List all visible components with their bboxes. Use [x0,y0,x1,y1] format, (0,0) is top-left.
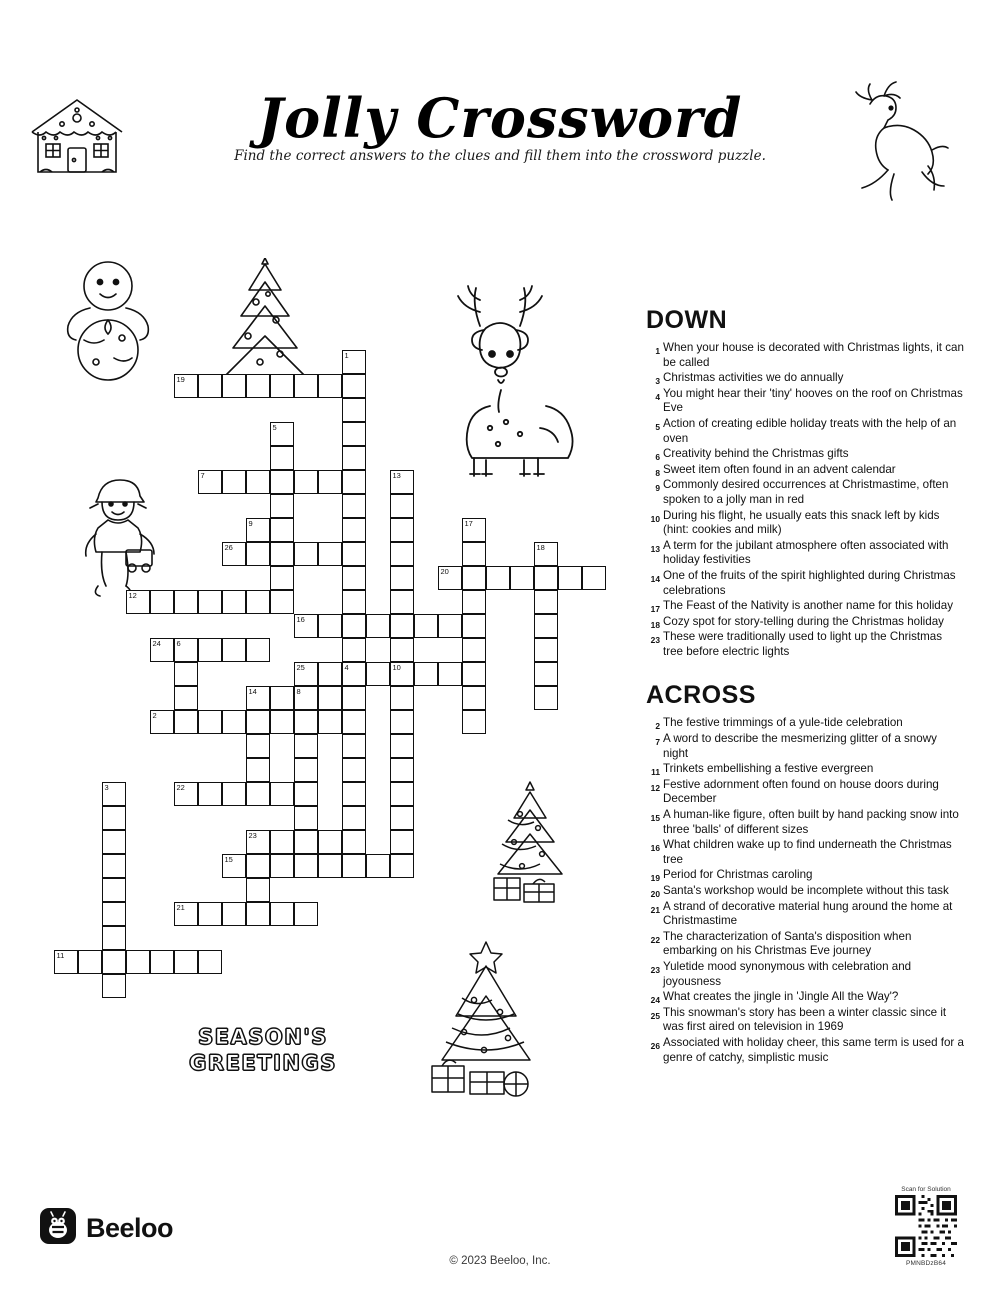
clue-text: This snowman's story has been a winter classic since it was first aired on television in 1969 [663,1005,947,1034]
clue-item-down-8 [646,463,964,478]
crossword-cell[interactable] [390,638,414,662]
crossword-cell[interactable] [342,614,366,638]
clue-text: Creativity behind the Christmas gifts [663,447,849,461]
qr-id: PMNBDzB64 [905,1260,947,1267]
page-subtitle: Find the correct answers to the clues and fill them into the crossword puzzle. [234,148,766,164]
crossword-cell[interactable] [270,374,294,398]
crossword-cell[interactable] [390,518,414,542]
crossword-cell[interactable] [342,854,366,878]
crossword-cell[interactable] [318,614,342,638]
clue-number: 21 [650,904,660,915]
clue-number: 23 [650,635,660,646]
brand-name: Beeloo [86,1213,174,1243]
clue-number: 17 [650,604,660,615]
crossword-cell[interactable] [294,614,318,638]
cell-number: 11 [56,951,65,960]
cell-number: 24 [152,639,161,648]
crossword-cell[interactable] [246,902,270,926]
crossword-cell[interactable] [222,374,246,398]
crossword-cell[interactable] [318,854,342,878]
clue-panel [646,306,964,1066]
crossword-cell[interactable] [462,662,486,686]
crossword-cell[interactable] [150,710,174,734]
clue-number: 8 [655,467,660,478]
cell-number: 7 [200,471,205,480]
crossword-cell[interactable] [102,878,126,902]
footer-logo [40,1208,173,1249]
crossword-cell[interactable] [390,662,414,686]
cell-number: 1 [344,351,349,360]
crossword-cell[interactable] [126,590,150,614]
clue-item-down-5 [646,417,964,446]
clue-text: Action of creating edible holiday treats with the help of an oven [663,416,957,445]
crossword-cell[interactable] [102,902,126,926]
crossword-cell[interactable] [222,710,246,734]
crossword-cell[interactable] [198,950,222,974]
crossword-cell[interactable] [462,542,486,566]
clue-item-down-9 [646,478,964,507]
down-heading: DOWN [646,306,728,334]
crossword-cell[interactable] [438,614,462,638]
crossword-cell[interactable] [462,614,486,638]
crossword-cell[interactable] [246,686,270,710]
crossword-cell[interactable] [390,830,414,854]
crossword-cell[interactable] [150,590,174,614]
crossword-cell[interactable] [294,854,318,878]
clue-number: 15 [650,813,660,824]
crossword-cell[interactable] [78,950,102,974]
cell-number: 18 [536,543,545,552]
crossword-cell[interactable] [102,854,126,878]
clue-item-across-16 [646,838,964,867]
cell-number: 15 [224,855,233,864]
crossword-cell[interactable] [342,758,366,782]
qr-label: Scan for Solution [901,1186,951,1193]
crossword-cell[interactable] [270,686,294,710]
crossword-cell[interactable] [462,518,486,542]
crossword-cell[interactable] [198,782,222,806]
clue-number: 23 [650,964,660,975]
cell-number: 3 [104,783,109,792]
clue-item-across-20 [646,884,964,899]
crossword-cell[interactable] [318,710,342,734]
page-title: Jolly Crossword [257,86,743,150]
clue-item-across-12 [646,778,964,807]
clue-item-down-1 [646,341,964,370]
crossword-cell[interactable] [342,446,366,470]
crossword-cell[interactable] [54,950,78,974]
crossword-cell[interactable] [294,902,318,926]
crossword-cell[interactable] [198,470,222,494]
crossword-cell[interactable] [294,806,318,830]
crossword-cell[interactable] [270,494,294,518]
crossword-cell[interactable] [462,710,486,734]
clue-text: Christmas activities we do annually [663,371,844,385]
crossword-cell[interactable] [390,854,414,878]
cell-number: 20 [440,567,449,576]
crossword-cell[interactable] [174,686,198,710]
clue-text: What children wake up to find underneath the Christmas tree [663,838,952,866]
clue-text: A word to describe the mesmerizing glitter of a snowy night [663,732,937,760]
cell-number: 26 [224,543,233,552]
clue-text: Trinkets embellishing a festive evergreen [663,762,874,776]
crossword-cell[interactable] [294,686,318,710]
qr-code[interactable] [895,1195,957,1257]
crossword-cell[interactable] [342,566,366,590]
clue-item-across-25 [646,1006,964,1035]
clue-number: 19 [650,873,660,884]
cell-number: 22 [176,783,185,792]
cell-number: 12 [128,591,137,600]
crossword-cell[interactable] [198,374,222,398]
crossword-cell[interactable] [198,590,222,614]
crossword-cell[interactable] [558,566,582,590]
clue-item-across-22 [646,930,964,959]
clue-text: The Feast of the Nativity is another name for this holiday [663,599,953,613]
crossword-cell[interactable] [342,590,366,614]
clue-text: A human-like figure, often built by hand packing snow into three 'balls' of different sizes [663,808,959,836]
crossword-cell[interactable] [150,950,174,974]
clue-item-down-4 [646,387,964,416]
crossword-cell[interactable] [390,734,414,758]
clue-number: 10 [650,513,660,524]
crossword-cell[interactable] [342,374,366,398]
across-heading: ACROSS [646,681,756,710]
clue-item-down-17 [646,599,964,614]
crossword-cell[interactable] [414,662,438,686]
crossword-cell[interactable] [102,926,126,950]
clue-item-across-23 [646,960,964,989]
crossword-cell[interactable] [246,542,270,566]
crossword-cell[interactable] [294,662,318,686]
crossword-cell[interactable] [318,470,342,494]
clue-item-down-13 [646,539,964,568]
crossword-cell[interactable] [174,638,198,662]
crossword-cell[interactable] [366,854,390,878]
crossword-cell[interactable] [270,710,294,734]
clue-item-down-6 [646,447,964,462]
crossword-cell[interactable] [174,902,198,926]
crossword-cell[interactable] [270,854,294,878]
crossword-cell[interactable] [342,542,366,566]
cell-number: 19 [176,375,185,384]
crossword-cell[interactable] [150,638,174,662]
crossword-cell[interactable] [198,710,222,734]
crossword-cell[interactable] [342,830,366,854]
crossword-cell[interactable] [270,422,294,446]
crossword-cell[interactable] [294,542,318,566]
clue-number: 25 [650,1010,660,1021]
crossword-cell[interactable] [246,590,270,614]
crossword-cell[interactable] [246,638,270,662]
crossword-cell[interactable] [534,590,558,614]
crossword-cell[interactable] [294,374,318,398]
crossword-cell[interactable] [102,782,126,806]
clue-number: 11 [651,767,660,778]
crossword-cell[interactable] [342,470,366,494]
clue-text: Cozy spot for story-telling during the Christmas holiday [663,614,944,628]
crossword-cell[interactable] [318,686,342,710]
clue-number: 1 [655,346,660,356]
seasons-greetings-text: SEASON'S GREETINGS [189,1025,337,1075]
cell-number: 17 [464,519,473,528]
clue-item-across-11 [646,762,964,777]
cell-number: 16 [296,615,305,624]
cell-number: 9 [248,519,253,528]
clue-item-down-3 [646,371,964,386]
crossword-cell[interactable] [342,518,366,542]
cell-number: 6 [176,639,181,648]
clue-item-down-14 [646,569,964,598]
crossword-cell[interactable] [462,590,486,614]
crossword-cell[interactable] [246,470,270,494]
cell-number: 21 [176,903,185,912]
clue-number: 14 [650,573,660,584]
crossword-cell[interactable] [270,902,294,926]
clue-number: 7 [655,737,660,748]
crossword-cell[interactable] [246,854,270,878]
crossword-cell[interactable] [390,590,414,614]
clue-number: 18 [650,619,660,630]
crossword-cell[interactable] [390,806,414,830]
crossword-cell[interactable] [414,614,438,638]
copyright-text: © 2023 Beeloo, Inc. [449,1255,551,1267]
crossword-cell[interactable] [438,566,462,590]
clue-number: 4 [655,391,660,402]
crossword-cell[interactable] [222,542,246,566]
crossword-cell[interactable] [246,830,270,854]
clue-item-across-21 [646,900,964,929]
clue-text: One of the fruits of the spirit highlighted during Christmas celebrations [663,568,956,597]
crossword-cell[interactable] [438,662,462,686]
crossword-cell[interactable] [270,782,294,806]
qr-section [880,1186,972,1267]
page-header [0,40,1000,190]
clue-number: 3 [655,376,660,387]
crossword-cell[interactable] [462,566,486,590]
crossword-cell[interactable] [366,614,390,638]
crossword-cell[interactable] [102,830,126,854]
crossword-cell[interactable] [390,782,414,806]
cell-number: 5 [272,423,277,432]
cell-number: 23 [248,831,257,840]
crossword-cell[interactable] [534,542,558,566]
crossword-cell[interactable] [102,950,126,974]
clue-number: 16 [650,843,660,854]
crossword-cell[interactable] [342,806,366,830]
clue-item-down-10 [646,509,964,538]
crossword-cell[interactable] [222,902,246,926]
crossword-cell[interactable] [318,374,342,398]
crossword-cell[interactable] [222,854,246,878]
crossword-cell[interactable] [294,758,318,782]
crossword-cell[interactable] [534,686,558,710]
cell-number: 25 [296,663,305,672]
crossword-cell[interactable] [342,350,366,374]
crossword-cell[interactable] [462,638,486,662]
crossword-cell[interactable] [126,950,150,974]
crossword-cell[interactable] [318,830,342,854]
clue-text: A strand of decorative material hung around the home at Christmastime [663,899,953,928]
clue-item-across-15 [646,808,964,837]
cell-number: 4 [344,663,349,672]
crossword-cell[interactable] [342,494,366,518]
crossword-cell[interactable] [534,638,558,662]
crossword-cell[interactable] [510,566,534,590]
clue-text: During his flight, he usually eats this snack left by kids (hint: cookies and milk) [663,508,940,537]
crossword-cell[interactable] [174,782,198,806]
crossword-cell[interactable] [270,590,294,614]
crossword-cell[interactable] [246,758,270,782]
clue-item-across-19 [646,868,964,883]
crossword-cell[interactable] [246,518,270,542]
crossword-cell[interactable] [222,638,246,662]
clue-number: 20 [650,889,660,899]
clue-text: Santa's workshop would be incomplete without this task [663,884,949,897]
clue-text: Festive adornment often found on house doors during December [663,777,939,806]
crossword-cell[interactable] [294,782,318,806]
crossword-cell[interactable] [270,470,294,494]
crossword-cell[interactable] [342,422,366,446]
crossword-cell[interactable] [246,782,270,806]
crossword-cell[interactable] [174,374,198,398]
crossword-cell[interactable] [270,830,294,854]
crossword-cell[interactable] [270,518,294,542]
crossword-cell[interactable] [486,566,510,590]
clue-text: When your house is decorated with Christmas lights, it can be called [663,341,964,369]
clue-text: Period for Christmas caroling [663,868,813,882]
clue-item-across-2 [646,716,964,731]
clue-number: 13 [650,543,660,554]
crossword-cell[interactable] [534,566,558,590]
crossword-cell[interactable] [246,734,270,758]
crossword-cell[interactable] [198,638,222,662]
crossword-cell[interactable] [294,710,318,734]
cell-number: 13 [392,471,401,480]
clue-text: The festive trimmings of a yule-tide celebration [663,716,903,730]
crossword-cell[interactable] [342,398,366,422]
clue-text: Commonly desired occurrences at Christmastime, often spoken to a jolly man in red [663,478,949,506]
crossword-cell[interactable] [366,662,390,686]
clue-item-across-26 [646,1036,964,1065]
crossword-cell[interactable] [582,566,606,590]
clue-number: 5 [655,421,660,432]
crossword-cell[interactable] [174,590,198,614]
clue-text: What creates the jingle in 'Jingle All the Way'? [663,990,899,1004]
crossword-cell[interactable] [198,902,222,926]
cell-number: 8 [296,687,301,696]
clue-text: The characterization of Santa's disposition when embarking on his Christmas Eve journey [663,929,912,958]
clue-item-down-18 [646,615,964,630]
crossword-cell[interactable] [390,758,414,782]
clue-item-across-7 [646,732,964,761]
leaping-reindeer-icon [836,80,956,215]
crossword-cell[interactable] [294,734,318,758]
crossword-cell[interactable] [294,470,318,494]
crossword-cell[interactable] [390,686,414,710]
crossword-cell[interactable] [390,470,414,494]
crossword-cell[interactable] [318,542,342,566]
clue-text: Sweet item often found in an advent calendar [663,462,896,476]
crossword-cell[interactable] [174,950,198,974]
crossword-cell[interactable] [222,470,246,494]
crossword-cell[interactable] [270,446,294,470]
clue-number: 24 [650,995,660,1006]
down-clue-list [646,341,964,659]
clue-text: Associated with holiday cheer, this same term is used for a genre of catchy, simplistic music [663,1035,964,1064]
crossword-cell[interactable] [342,782,366,806]
crossword-cell[interactable] [462,686,486,710]
crossword-cell[interactable] [342,638,366,662]
across-clue-list [646,716,964,1065]
crossword-cell[interactable] [342,686,366,710]
clue-text: You might hear their 'tiny' hooves on the roof on Christmas Eve [663,386,963,415]
clue-item-down-23 [646,630,964,659]
crossword-cell[interactable] [246,374,270,398]
clue-text: A term for the jubilant atmosphere often associated with holiday festivities [663,538,949,567]
clue-number: 2 [655,721,660,732]
crossword-cell[interactable] [390,566,414,590]
crossword-cell[interactable] [342,734,366,758]
crossword-cell[interactable] [342,710,366,734]
crossword-cell[interactable] [246,878,270,902]
crossword-cell[interactable] [270,566,294,590]
clue-number: 12 [650,782,660,793]
crossword-cell[interactable] [390,494,414,518]
crossword-cell[interactable] [342,662,366,686]
cell-number: 14 [248,687,257,696]
crossword-cell[interactable] [390,542,414,566]
crossword-grid[interactable] [30,350,630,1030]
clue-number: 22 [650,934,660,945]
cell-number: 10 [392,663,401,672]
crossword-cell[interactable] [222,782,246,806]
crossword-cell[interactable] [174,662,198,686]
crossword-cell[interactable] [270,542,294,566]
crossword-cell[interactable] [246,710,270,734]
clue-number: 26 [650,1040,660,1051]
crossword-cell[interactable] [534,614,558,638]
clue-number: 6 [655,452,660,463]
crossword-cell[interactable] [222,590,246,614]
clue-text: Yuletide mood synonymous with celebration and joyousness [663,959,912,988]
crossword-cell[interactable] [174,710,198,734]
crossword-cell[interactable] [102,974,126,998]
crossword-cell[interactable] [318,662,342,686]
clue-text: These were traditionally used to light up the Christmas tree before electric lights [663,630,943,658]
crossword-cell[interactable] [390,710,414,734]
crossword-cell[interactable] [534,662,558,686]
cell-number: 2 [152,711,157,720]
crossword-cell[interactable] [294,830,318,854]
crossword-cell[interactable] [102,806,126,830]
crossword-cell[interactable] [390,614,414,638]
clue-number: 9 [655,483,660,494]
beeloo-bee-logo-icon [40,1208,76,1249]
clue-item-across-24 [646,990,964,1005]
